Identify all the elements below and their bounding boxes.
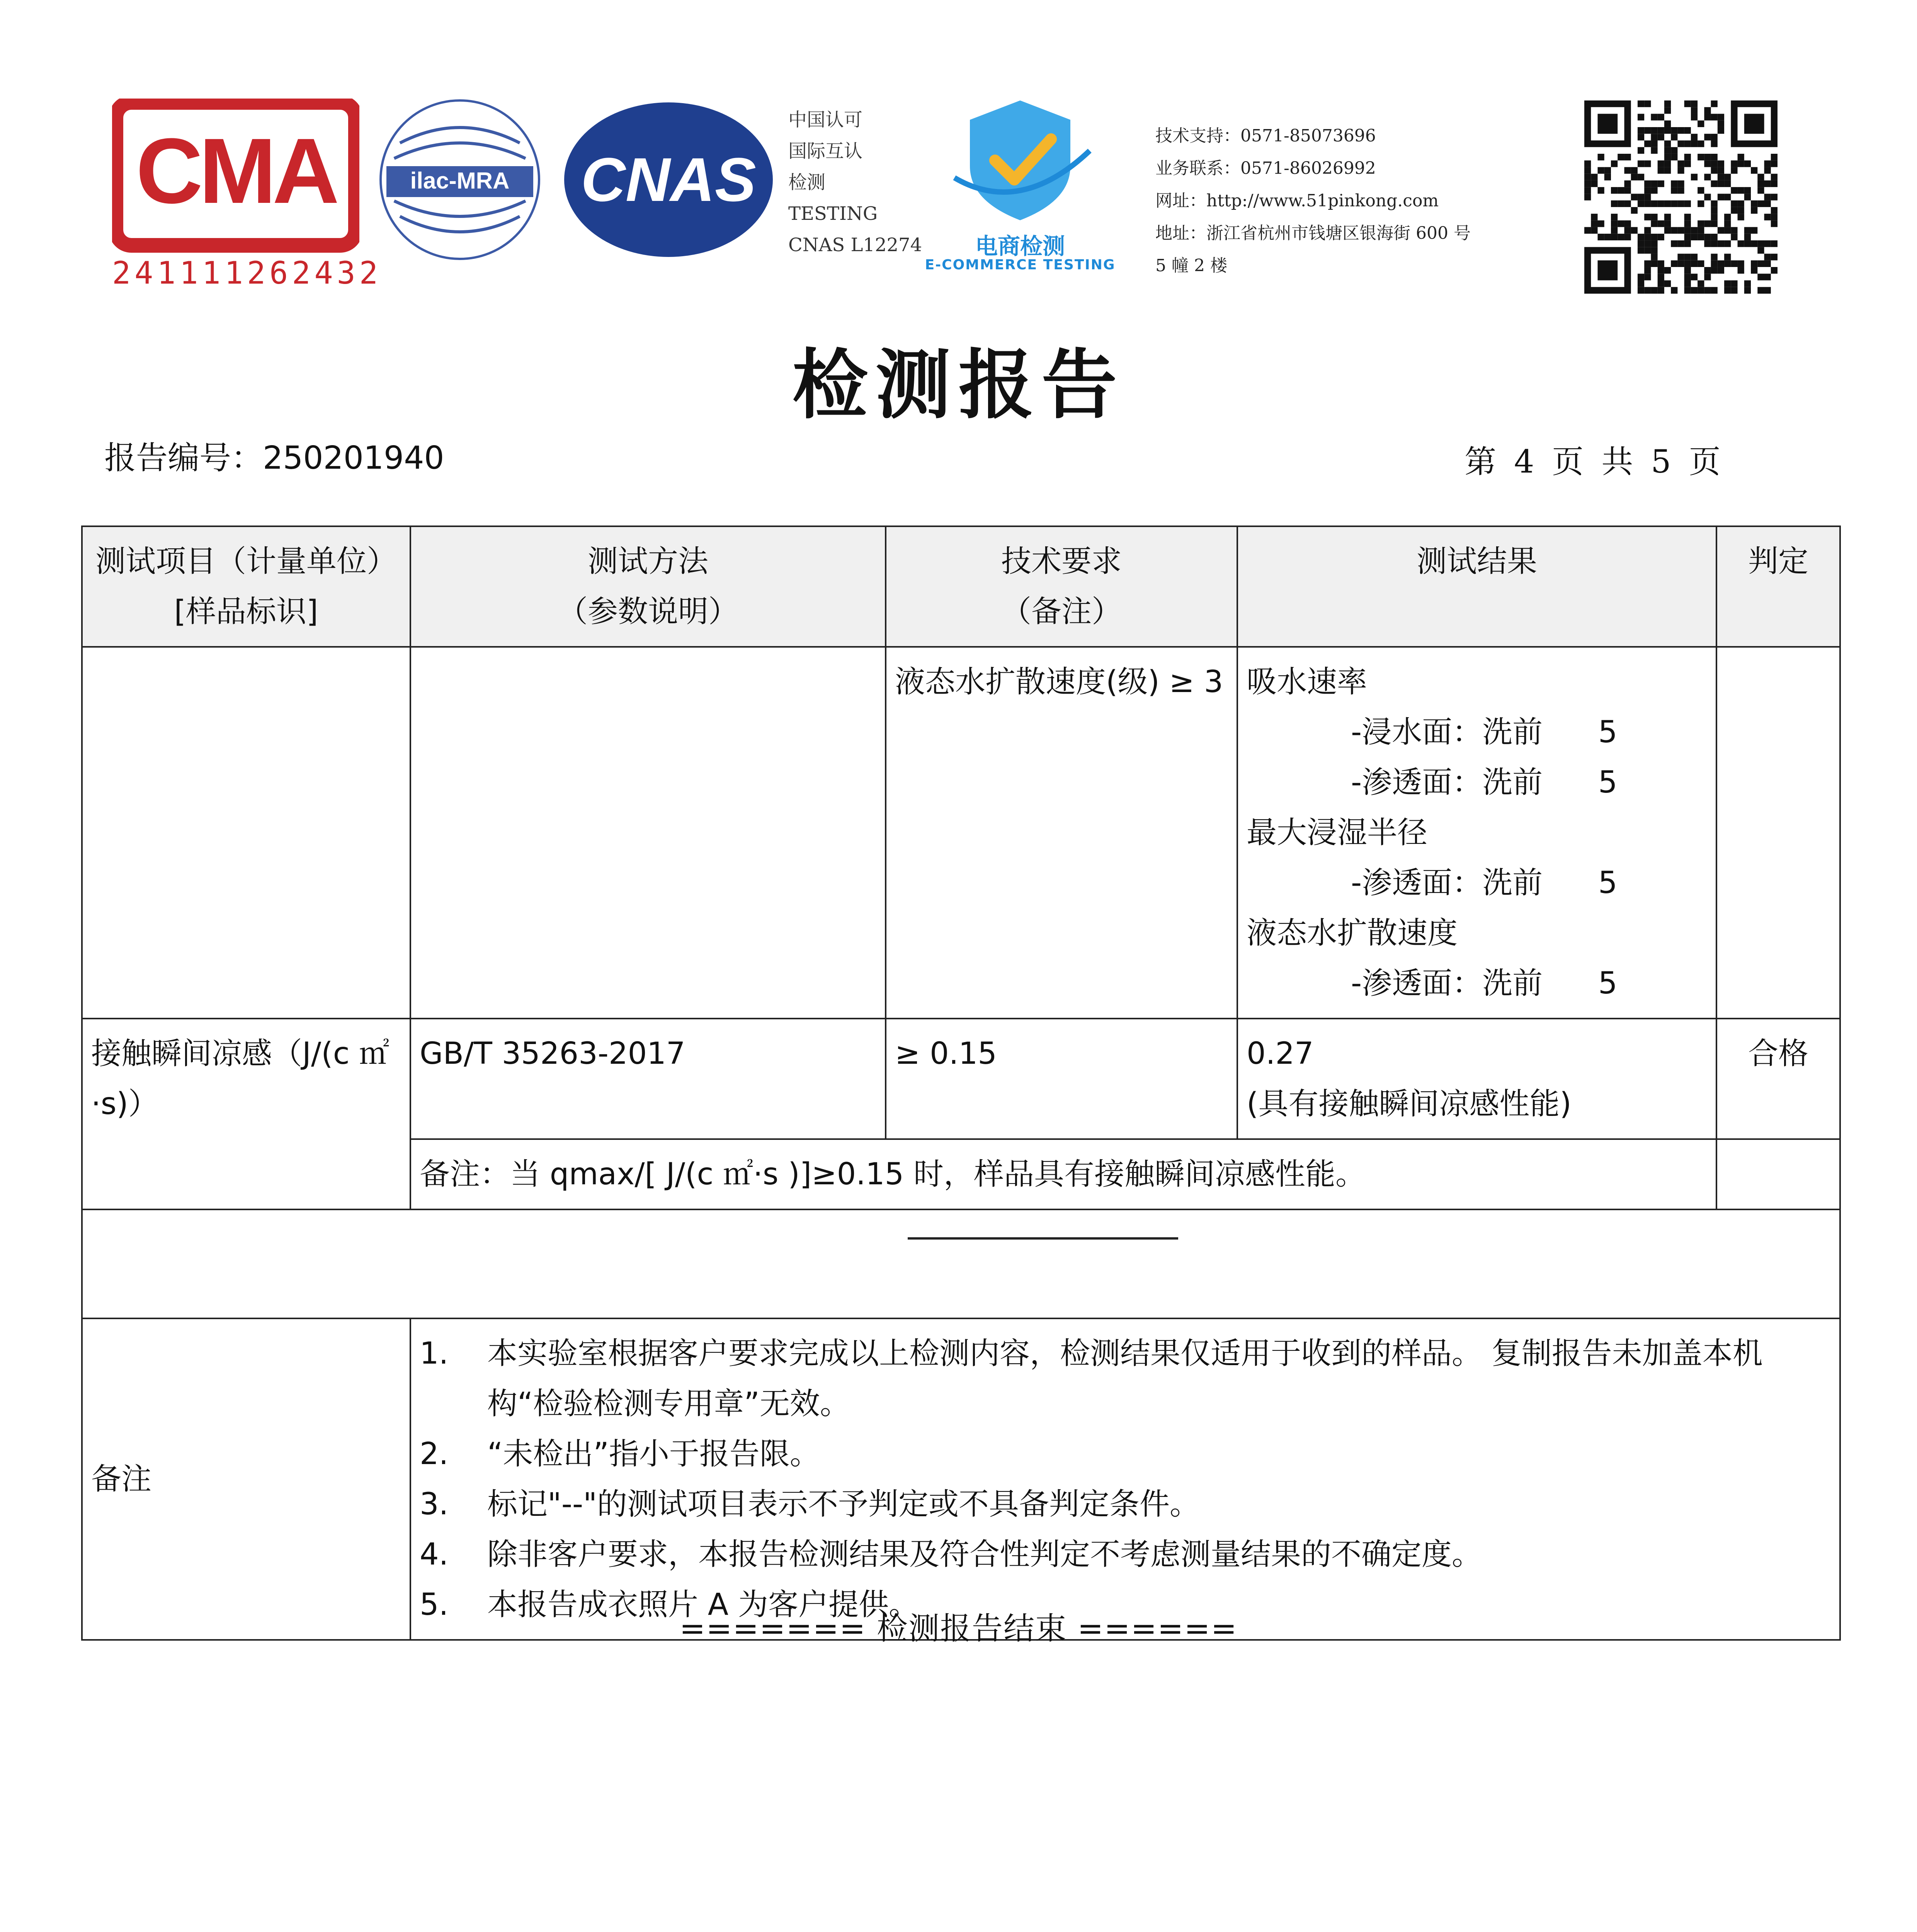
page-indicator: 第 4 页 共 5 页 bbox=[1465, 444, 1725, 480]
website-line[interactable]: 网址：http://www.51pinkong.com bbox=[1155, 191, 1439, 211]
address-line-2: 5 幢 2 楼 bbox=[1155, 256, 1227, 276]
tech-support-line: 技术支持：0571-85073696 bbox=[1155, 126, 1376, 146]
header-result: 测试结果 bbox=[1237, 526, 1716, 647]
item-cell: 接触瞬间凉感（J/(c ㎡·s)） bbox=[82, 1019, 410, 1209]
result-cell: 0.27 (具有接触瞬间凉感性能) bbox=[1237, 1019, 1716, 1139]
notes-row bbox=[82, 1318, 1840, 1640]
svg-text:CMA: CMA bbox=[136, 119, 336, 223]
address-line: 地址：浙江省杭州市钱塘区银海街 600 号 bbox=[1155, 223, 1471, 243]
contact-info bbox=[1155, 120, 1471, 282]
header-test-method: 测试方法 （参数说明） bbox=[410, 526, 886, 647]
cma-number: 241111262432 bbox=[112, 255, 382, 291]
document-title: 检测报告 bbox=[792, 340, 1125, 429]
report-number: 报告编号：250201940 bbox=[104, 440, 444, 476]
ecommerce-subtitle: E-COMMERCE TESTING bbox=[925, 257, 1116, 273]
remark-cell: 备注：当 qmax/[ J/(c ㎡·s )]≥0.15 时，样品具有接触瞬间凉感性能。 bbox=[410, 1139, 1716, 1209]
table-row bbox=[82, 1019, 1840, 1139]
note-item: 4. 除非客户要求，本报告检测结果及符合性判定不考虑测量结果的不确定度。 bbox=[420, 1537, 1482, 1572]
notes-cell bbox=[410, 1318, 1840, 1640]
table-header-row bbox=[82, 526, 1840, 647]
method-cell: GB/T 35263-2017 bbox=[410, 1019, 886, 1139]
report-end-marker: ======= 检测报告结束 ====== bbox=[679, 1611, 1238, 1646]
verdict-cell: 合格 bbox=[1716, 1019, 1840, 1139]
table-row bbox=[82, 647, 1840, 1019]
results-table bbox=[81, 526, 1841, 1641]
requirement-cell: ≥ 0.15 bbox=[886, 1019, 1237, 1139]
cnas-logo-text: CNAS bbox=[581, 145, 756, 214]
header-test-item: 测试项目（计量单位） [样品标识] bbox=[82, 526, 410, 647]
cnas-logo bbox=[560, 99, 777, 261]
header-verdict: 判定 bbox=[1716, 526, 1840, 647]
cnas-accreditation-text: 中国认可 国际互认 检测 TESTING CNAS L12274 bbox=[788, 109, 922, 256]
separator-line bbox=[908, 1237, 1178, 1240]
ilac-logo-text: ilac-MRA bbox=[410, 168, 510, 194]
qr-code[interactable] bbox=[1584, 100, 1778, 294]
separator-row bbox=[82, 1209, 1840, 1318]
header-requirement: 技术要求 （备注） bbox=[886, 526, 1237, 647]
requirement-cell: 液态水扩散速度(级) ≥ 3 bbox=[886, 647, 1237, 1019]
result-cell: 吸水速率 -浸水面：洗前 5 -渗透面：洗前 5 最大浸湿半径 -渗透面：洗前 5 液态水扩散速度 -渗透面：洗前 5 bbox=[1237, 647, 1716, 1019]
note-item: 2. “未检出”指小于报告限。 bbox=[420, 1437, 820, 1471]
note-item: 1. 本实验室根据客户要求完成以上检测内容，检测结果仅适用于收到的样品。 复制报告未加盖本机构“检验检测专用章”无效。 bbox=[420, 1336, 1763, 1421]
notes-label: 备注 bbox=[82, 1318, 410, 1640]
note-item: 3. 标记"--"的测试项目表示不予判定或不具备判定条件。 bbox=[420, 1487, 1200, 1522]
business-contact-line: 业务联系：0571-86026992 bbox=[1155, 158, 1376, 178]
ecommerce-name: 电商检测 bbox=[975, 233, 1065, 259]
ilac-mra-logo bbox=[377, 97, 543, 263]
note-item: 5. 本报告成衣照片 A 为客户提供。 bbox=[420, 1587, 919, 1622]
